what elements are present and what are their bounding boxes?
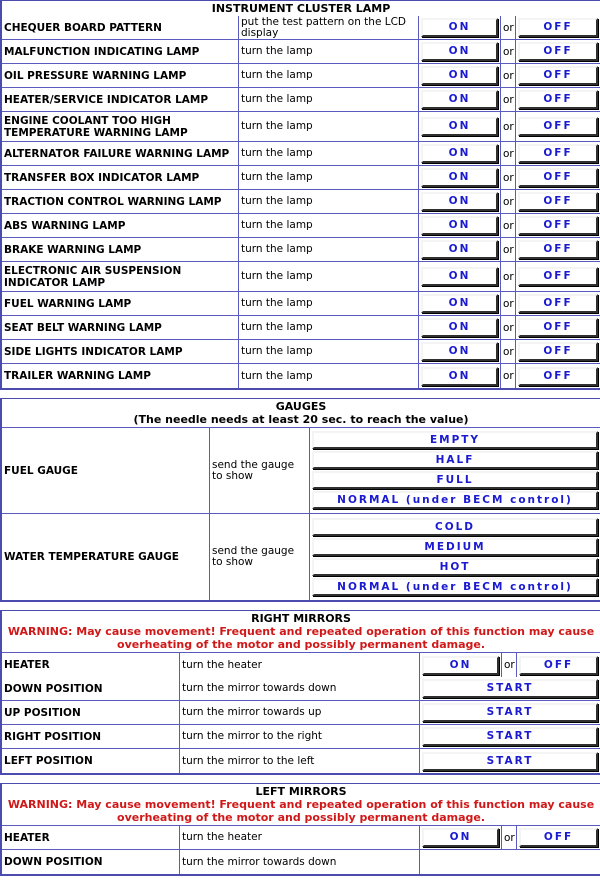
lamp-off-button[interactable]: OFF [518,144,598,163]
section-title: LEFT MIRRORS [255,785,347,798]
lamp-desc: turn the lamp [239,64,419,88]
mirror-row-down-position [2,677,600,701]
lamp-row-heater-service-indicator-lamp [2,88,600,112]
fuel-half-button[interactable]: HALF [312,451,598,469]
lamp-name: TRANSFER BOX INDICATOR LAMP [2,166,239,190]
section-title: RIGHT MIRRORS [251,612,351,625]
lamp-name: HEATER/SERVICE INDICATOR LAMP [2,88,239,112]
lamp-row-oil-pressure-warning-lamp [2,64,600,88]
lamp-row-transfer-box-indicator-lamp [2,166,600,190]
lamp-on-button[interactable]: ON [421,318,498,337]
lamp-on-button[interactable]: ON [421,216,498,235]
lamp-off-button[interactable]: OFF [518,117,598,136]
lamp-desc: turn the lamp [239,40,419,64]
lamp-on-button[interactable]: ON [421,18,498,37]
lamp-off-button[interactable]: OFF [518,66,598,85]
gauges-section [0,398,600,602]
left-heater-off-button[interactable]: OFF [519,828,598,847]
lamp-desc: turn the lamp [239,214,419,238]
lamp-name: OIL PRESSURE WARNING LAMP [2,64,239,88]
fuel-gauge-buttons [310,428,600,514]
lamp-on-button[interactable]: ON [421,342,498,361]
instrument-cluster-section [0,0,600,390]
section-subtitle: (The needle needs at least 20 sec. to reach the value) [133,413,469,426]
right-heater-off-button[interactable]: OFF [519,656,598,675]
water-gauge-desc: send the gauge to show [210,514,310,600]
lamp-off-button[interactable]: OFF [518,90,598,109]
mirror-position-name: DOWN POSITION [2,677,180,701]
or-separator: or [501,112,516,142]
lamp-name: SIDE LIGHTS INDICATOR LAMP [2,340,239,364]
mirror-position-name: RIGHT POSITION [2,725,180,749]
lamp-name: CHEQUER BOARD PATTERN [2,16,239,40]
water-cold-button[interactable]: COLD [312,518,598,536]
water-normal-button[interactable]: NORMAL (under BECM control) [312,578,598,596]
lamp-on-button[interactable]: ON [421,144,498,163]
lamp-row-traction-control-warning-lamp [2,190,600,214]
mirror-row-right-position [2,725,600,749]
lamp-name: TRACTION CONTROL WARNING LAMP [2,190,239,214]
section-title: INSTRUMENT CLUSTER LAMP [211,2,391,15]
mirror-position-desc: turn the mirror to the left [180,749,420,773]
mirror-position-desc: turn the mirror to the right [180,725,420,749]
lamp-off-button[interactable]: OFF [518,240,598,259]
or-separator: or [502,826,517,850]
lamp-off-button[interactable]: OFF [518,318,598,337]
mirror-start-button[interactable]: START [422,703,598,722]
lamp-on-button[interactable]: ON [421,367,498,386]
lamp-on-button[interactable]: ON [421,90,498,109]
down-position-desc: turn the mirror towards down [180,850,420,874]
fuel-full-button[interactable]: FULL [312,471,598,489]
lamp-row-alternator-failure-warning-lamp [2,142,600,166]
lamp-desc: put the test pattern on the LCD display [239,16,419,40]
cluster-rows [2,16,600,388]
lamp-row-trailer-warning-lamp [2,364,600,388]
or-separator: or [501,64,516,88]
left-mirrors-section [0,783,600,876]
lamp-off-button[interactable]: OFF [518,192,598,211]
section-title: GAUGES [275,400,327,413]
lamp-name: TRAILER WARNING LAMP [2,364,239,388]
or-separator: or [501,166,516,190]
lamp-off-button[interactable]: OFF [518,18,598,37]
mirror-position-desc: turn the mirror towards up [180,701,420,725]
or-separator: or [501,238,516,262]
or-separator: or [501,16,516,40]
mirror-row-up-position [2,701,600,725]
lamp-on-button[interactable]: ON [421,240,498,259]
or-separator: or [501,340,516,364]
lamp-name: FUEL WARNING LAMP [2,292,239,316]
water-gauge-label: WATER TEMPERATURE GAUGE [2,514,210,600]
lamp-desc: turn the lamp [239,142,419,166]
lamp-name: BRAKE WARNING LAMP [2,238,239,262]
lamp-name: ABS WARNING LAMP [2,214,239,238]
water-medium-button[interactable]: MEDIUM [312,538,598,556]
or-separator: or [501,214,516,238]
mirror-position-name: UP POSITION [2,701,180,725]
or-separator: or [502,653,517,677]
lamp-name: ENGINE COOLANT TOO HIGH TEMPERATURE WARNING LAMP [2,112,239,142]
lamp-on-button[interactable]: ON [421,66,498,85]
mirror-row-left-position [2,749,600,773]
down-position-label: DOWN POSITION [2,850,180,874]
lamp-desc: turn the lamp [239,340,419,364]
lamp-on-button[interactable]: ON [421,117,498,136]
lamp-row-seat-belt-warning-lamp [2,316,600,340]
lamp-desc: turn the lamp [239,112,419,142]
water-gauge-buttons [310,514,600,600]
lamp-row-chequer-board-pattern [2,16,600,40]
lamp-off-button[interactable]: OFF [518,267,598,286]
or-separator: or [501,40,516,64]
lamp-desc: turn the lamp [239,316,419,340]
empty-cell [420,850,600,874]
lamp-on-button[interactable]: ON [421,42,498,61]
lamp-on-button[interactable]: ON [421,192,498,211]
lamp-on-button[interactable]: ON [421,294,498,313]
lamp-off-button[interactable]: OFF [518,342,598,361]
lamp-off-button[interactable]: OFF [518,216,598,235]
fuel-gauge-desc: send the gauge to show [210,428,310,514]
or-separator: or [501,292,516,316]
lamp-desc: turn the lamp [239,292,419,316]
fuel-normal-button[interactable]: NORMAL (under BECM control) [312,491,598,509]
mirror-position-name: LEFT POSITION [2,749,180,773]
heater-label: HEATER [2,653,180,677]
lamp-off-button[interactable]: OFF [518,42,598,61]
mirror-position-desc: turn the mirror towards down [180,677,420,701]
lamp-on-button[interactable]: ON [421,168,498,187]
lamp-name: SEAT BELT WARNING LAMP [2,316,239,340]
water-hot-button[interactable]: HOT [312,558,598,576]
or-separator: or [501,88,516,112]
warning-text: WARNING: May cause movement! Frequent and repeated operation of this function may cause overheating of the motor and possibly permanent damage. [7,798,595,824]
fuel-empty-button[interactable]: EMPTY [312,431,598,449]
lamp-desc: turn the lamp [239,166,419,190]
lamp-name: ELECTRONIC AIR SUSPENSION INDICATOR LAMP [2,262,239,292]
lamp-row-fuel-warning-lamp [2,292,600,316]
or-separator: or [501,316,516,340]
lamp-name: ALTERNATOR FAILURE WARNING LAMP [2,142,239,166]
lamp-row-engine-coolant-too-high-temperature-warning-lamp [2,112,600,142]
lamp-desc: turn the lamp [239,262,419,292]
or-separator: or [501,364,516,388]
heater-desc: turn the heater [180,826,420,850]
mirror-start-button[interactable]: START [422,752,598,771]
lamp-desc: turn the lamp [239,88,419,112]
or-separator: or [501,142,516,166]
or-separator: or [501,190,516,214]
lamp-name: MALFUNCTION INDICATING LAMP [2,40,239,64]
warning-text: WARNING: May cause movement! Frequent and repeated operation of this function may cause overheating of the motor and possibly permanent damage. [7,625,595,651]
lamp-row-abs-warning-lamp [2,214,600,238]
lamp-desc: turn the lamp [239,238,419,262]
mirror-start-button[interactable]: START [422,679,598,698]
right-heater-on-button[interactable]: ON [422,656,499,675]
lamp-off-button[interactable]: OFF [518,168,598,187]
right-mirror-rows [2,677,600,773]
lamp-row-brake-warning-lamp [2,238,600,262]
lamp-row-electronic-air-suspension-indicator-lamp [2,262,600,292]
left-heater-on-button[interactable]: ON [422,828,499,847]
lamp-desc: turn the lamp [239,364,419,388]
lamp-on-button[interactable]: ON [421,267,498,286]
lamp-row-side-lights-indicator-lamp [2,340,600,364]
fuel-gauge-label: FUEL GAUGE [2,428,210,514]
heater-label: HEATER [2,826,180,850]
or-separator: or [501,262,516,292]
lamp-desc: turn the lamp [239,190,419,214]
mirror-start-button[interactable]: START [422,727,598,746]
lamp-row-malfunction-indicating-lamp [2,40,600,64]
heater-desc: turn the heater [180,653,420,677]
lamp-off-button[interactable]: OFF [518,367,598,386]
right-mirrors-section [0,610,600,775]
lamp-off-button[interactable]: OFF [518,294,598,313]
